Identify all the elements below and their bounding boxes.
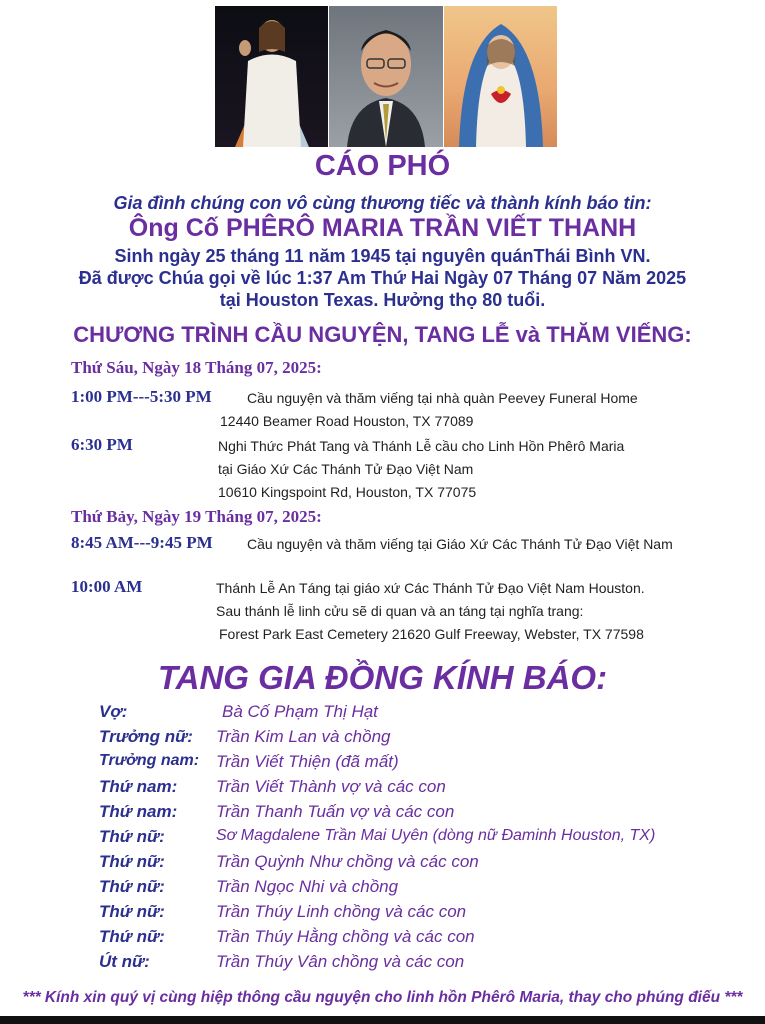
- day1-event1-desc: Cầu nguyện và thăm viếng tại nhà quàn Peevey Funeral Home: [247, 390, 638, 406]
- divine-mercy-image: [215, 6, 328, 147]
- family-member-name: Trần Kim Lan và chồng: [216, 727, 391, 746]
- family-member-name: Sơ Magdalene Trần Mai Uyên (dòng nữ Đaminh Houston, TX): [216, 827, 656, 844]
- day2-event1-time: 8:45 AM---9:45 PM: [71, 533, 213, 552]
- immaculate-heart-image: [444, 6, 557, 147]
- day1-label: Thứ Sáu, Ngày 18 Tháng 07, 2025:: [71, 358, 322, 377]
- family-role: Thứ nam:: [99, 802, 178, 821]
- day1-event2-address: 10610 Kingspoint Rd, Houston, TX 77075: [218, 484, 477, 500]
- day1-event2-time: 6:30 PM: [71, 435, 133, 454]
- bottom-border: [0, 1016, 765, 1024]
- family-role: Thứ nữ:: [99, 852, 165, 871]
- family-role: Vợ:: [99, 702, 128, 721]
- day2-event1-desc: Cầu nguyện và thăm viếng tại Giáo Xứ Các Thánh Tử Đạo Việt Nam: [247, 536, 673, 552]
- day2-event2-desc: Thánh Lễ An Táng tại giáo xứ Các Thánh Tử Đạo Việt Nam Houston.: [216, 580, 645, 596]
- closing-message: *** Kính xin quý vị cùng hiệp thông cầu nguyện cho linh hồn Phêrô Maria, thay cho phúng điếu ***: [22, 989, 743, 1006]
- family-role: Thứ nữ:: [99, 877, 165, 896]
- day1-event1-time: 1:00 PM---5:30 PM: [71, 387, 212, 406]
- family-role: Trưởng nam:: [99, 752, 200, 769]
- family-member-name: Trần Viết Thiện (đã mất): [216, 752, 399, 771]
- family-role: Thứ nữ:: [99, 902, 165, 921]
- birth-line: Sinh ngày 25 tháng 11 năm 1945 tại nguyên quánThái Bình VN.: [114, 246, 651, 266]
- family-role: Út nữ:: [99, 952, 150, 971]
- family-member-name: Trần Viết Thành vợ và các con: [216, 777, 446, 796]
- day2-event2-note: Sau thánh lễ linh cửu sẽ di quan và an táng tại nghĩa trang:: [216, 603, 584, 619]
- intro-text: Gia đình chúng con vô cùng thương tiếc và thành kính báo tin:: [113, 193, 652, 213]
- family-heading: TANG GIA ĐỒNG KÍNH BÁO:: [157, 659, 608, 696]
- family-member-name: Trần Thúy Hằng chồng và các con: [216, 927, 475, 946]
- program-heading: CHƯƠNG TRÌNH CẦU NGUYỆN, TANG LỄ và THĂM VIẾNG:: [73, 322, 692, 347]
- page-title: CÁO PHÓ: [314, 150, 451, 182]
- header-photos: [215, 6, 557, 147]
- age-line: tại Houston Texas. Hưởng thọ 80 tuổi.: [219, 290, 546, 310]
- day1-event2-location: tại Giáo Xứ Các Thánh Tử Đạo Việt Nam: [218, 461, 474, 477]
- family-member-name: Trần Quỳnh Như chồng và các con: [216, 852, 479, 871]
- family-member-name: Bà Cố Phạm Thị Hạt: [222, 702, 378, 721]
- family-role: Trưởng nữ:: [99, 727, 193, 746]
- portrait-photo: [329, 6, 442, 147]
- deceased-name: Ông Cố PHÊRÔ MARIA TRẦN VIẾT THANH: [128, 214, 637, 242]
- death-line: Đã được Chúa gọi về lúc 1:37 Am Thứ Hai Ngày 07 Tháng 07 Năm 2025: [78, 268, 687, 288]
- day1-event1-address: 12440 Beamer Road Houston, TX 77089: [220, 413, 474, 429]
- day2-event2-cemetery: Forest Park East Cemetery 21620 Gulf Freeway, Webster, TX 77598: [219, 626, 644, 642]
- family-role: Thứ nữ:: [99, 927, 165, 946]
- family-member-name: Trần Thúy Linh chồng và các con: [216, 902, 467, 921]
- family-member-name: Trần Thúy Vân chồng và các con: [216, 952, 465, 971]
- family-role: Thứ nữ:: [99, 827, 165, 846]
- family-member-name: Trần Thanh Tuấn vợ và các con: [216, 802, 455, 821]
- day2-label: Thứ Bảy, Ngày 19 Tháng 07, 2025:: [71, 507, 322, 526]
- family-role: Thứ nam:: [99, 777, 178, 796]
- day2-event2-time: 10:00 AM: [71, 577, 143, 596]
- day1-event2-desc: Nghi Thức Phát Tang và Thánh Lễ cầu cho Linh Hồn Phêrô Maria: [218, 438, 625, 454]
- family-member-name: Trần Ngọc Nhi và chồng: [216, 877, 399, 896]
